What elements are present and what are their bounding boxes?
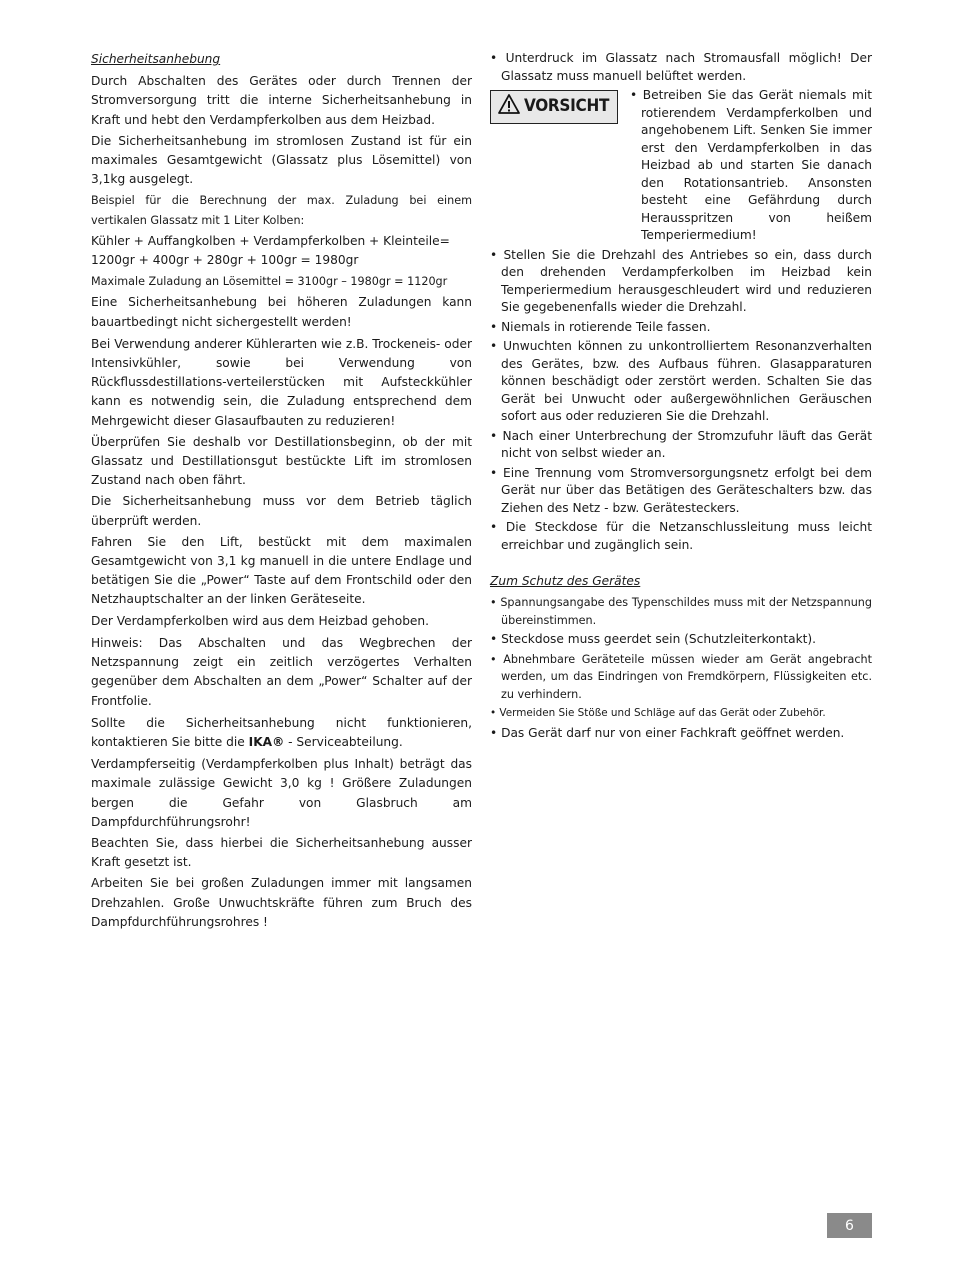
paragraph: Eine Sicherheitsanhebung bei höheren Zuladungen kann bauartbedingt nicht sichergestellt werden! — [91, 295, 472, 329]
list-item: • Nach einer Unterbrechung der Stromzufuhr läuft das Gerät nicht von selbst wieder an. — [490, 428, 872, 460]
list-item: • Stellen Sie die Drehzahl des Antriebes so ein, dass durch den drehenden Verdampferkolben im Heizbad kein Temperiermedium herausgeschleudert wird und reduzieren Sie gegebenenfalls wieder die Drehzahl. — [490, 247, 872, 314]
list-item: • Das Gerät darf nur von einer Fachkraft geöffnet werden. — [490, 725, 845, 740]
list-item: • Unwuchten können zu unkontrolliertem Resonanzverhalten des Gerätes, bzw. des Aufbaus führen. Glasapparaturen können beschädigt oder zerstört werden. Schalten Sie das Gerät bei Unwucht oder außergewöhnlichen Geräuschen sofort aus oder reduzieren Sie die Drehzahl. — [490, 339, 872, 423]
warning-label: VORSICHT — [524, 96, 610, 117]
section-heading-device-protection: Zum Schutz des Gerätes — [490, 574, 641, 588]
list-item: • Die Steckdose für die Netzanschlussleitung muss leicht erreichbar und zugänglich sein. — [490, 520, 872, 552]
paragraph: Hinweis: Das Abschalten und das Wegbrechen der Netzspannung zeigt ein zeitlich verzögertes Verhalten gegenüber dem Abschalten an dem „Power“ Schalter auf der Frontfolie. — [91, 635, 472, 708]
list-item: • Unterdruck im Glassatz nach Stromausfall möglich! Der Glassatz muss manuell belüftet werden. — [490, 51, 872, 83]
paragraph: Durch Abschalten des Gerätes oder durch Trennen der Stromversorgung tritt die interne Sicherheitsanhebung in Kraft und hebt den Verdampferkolben aus dem Heizbad. — [91, 74, 472, 127]
section-heading-safety-lift: Sicherheitsanhebung — [91, 52, 221, 66]
list-item: • Abnehmbare Geräteteile müssen wieder am Gerät angebracht werden, um das Eindringen von Fremdkörpern, Flüssigkeiten etc. zu verhindern. — [490, 652, 872, 701]
warning-text: • Betreiben Sie das Gerät niemals mit rotierendem Verdampferkolben und angehobenem Lift. Senken Sie immer erst den Verdampferkolben in das Heizbad ab und starten Sie danach den Rotationsantrieb. Ansonsten besteht eine Gefährdung durch Herausspritzen von heißem Temperiermedium! — [630, 88, 872, 242]
paragraph: Der Verdampferkolben wird aus dem Heizbad gehoben. — [91, 613, 430, 628]
list-item: • Steckdose muss geerdet sein (Schutzleiterkontakt). — [490, 632, 817, 647]
left-column — [91, 50, 472, 934]
paragraph — [91, 714, 472, 752]
paragraph: Die Sicherheitsanhebung im stromlosen Zustand ist für ein maximales Gesamtgewicht (Glassatz plus Lösemittel) von 3,1kg ausgelegt. — [91, 133, 472, 187]
list-item: • Spannungsangabe des Typenschildes muss mit der Netzspannung übereinstimmen. — [490, 596, 872, 627]
brand-name: IKA® — [248, 734, 285, 749]
paragraph: Überprüfen Sie deshalb vor Destillationsbeginn, ob der mit Glassatz und Destillationsgut bestückte Lift im stromlosen Zustand nach oben fährt. — [91, 434, 472, 488]
paragraph: Maximale Zuladung an Lösemittel = 3100gr – 1980gr = 1120gr — [91, 275, 448, 289]
paragraph: 1200gr + 400gr + 280gr + 100gr = 1980gr — [91, 253, 359, 268]
paragraph: Fahren Sie den Lift, bestückt mit dem maximalen Gesamtgewicht von 3,1 kg manuell in die untere Endlage und betätigen Sie die „Power“ Taste auf dem Frontschild oder den Netzhauptschalter an der linken Geräteseite. — [91, 534, 472, 607]
list-item: • Eine Trennung vom Stromversorgungsnetz erfolgt bei dem Gerät nur über das Betätigen des Geräteschalters bzw. das Ziehen des Netz - bzw. Gerätesteckers. — [490, 465, 872, 515]
paragraph: Kühler + Auffangkolben + Verdampferkolben + Kleinteile= — [91, 233, 450, 248]
paragraph: Arbeiten Sie bei großen Zuladungen immer mit langsamen Drehzahlen. Große Unwuchtskräfte führen zum Bruch des Dampfdurchführungsrohres ! — [91, 876, 472, 929]
paragraph: Die Sicherheitsanhebung muss vor dem Betrieb täglich überprüft werden. — [91, 494, 472, 528]
page-number: 6 — [827, 1213, 872, 1238]
list-item: • Niemals in rotierende Teile fassen. — [490, 319, 711, 334]
paragraph: Verdampferseitig (Verdampferkolben plus Inhalt) beträgt das maximale zulässige Gewicht 3,0 kg ! Größere Zuladungen bergen die Gefahr von Glasbruch am Dampfdurchführungsrohr! — [91, 757, 472, 829]
warning-badge — [490, 90, 618, 124]
warning-triangle-icon — [498, 94, 520, 120]
right-column — [490, 50, 872, 744]
paragraph: Beachten Sie, dass hierbei die Sicherheitsanhebung ausser Kraft gesetzt ist. — [91, 835, 472, 870]
warning-block — [490, 87, 872, 245]
paragraph-text: Sollte die Sicherheitsanhebung nicht funktionieren, kontaktieren Sie bitte die — [91, 715, 472, 749]
paragraph-text: - Serviceabteilung. — [284, 734, 403, 749]
list-item: • Vermeiden Sie Stöße und Schläge auf das Gerät oder Zubehör. — [490, 707, 826, 720]
paragraph: Bei Verwendung anderer Kühlerarten wie z.B. Trockeneis- oder Intensivkühler, sowie bei Verwendung von Rückflussdestillations-verteilerstücken mit Aufsteckkühler kann es notwendig sein, die Zuladung entsprechend dem Mehrgewicht dieser Glasaufbauten zu reduzieren! — [91, 336, 472, 428]
paragraph: Beispiel für die Berechnung der max. Zuladung bei einem vertikalen Glassatz mit 1 Liter Kolben: — [91, 194, 472, 227]
